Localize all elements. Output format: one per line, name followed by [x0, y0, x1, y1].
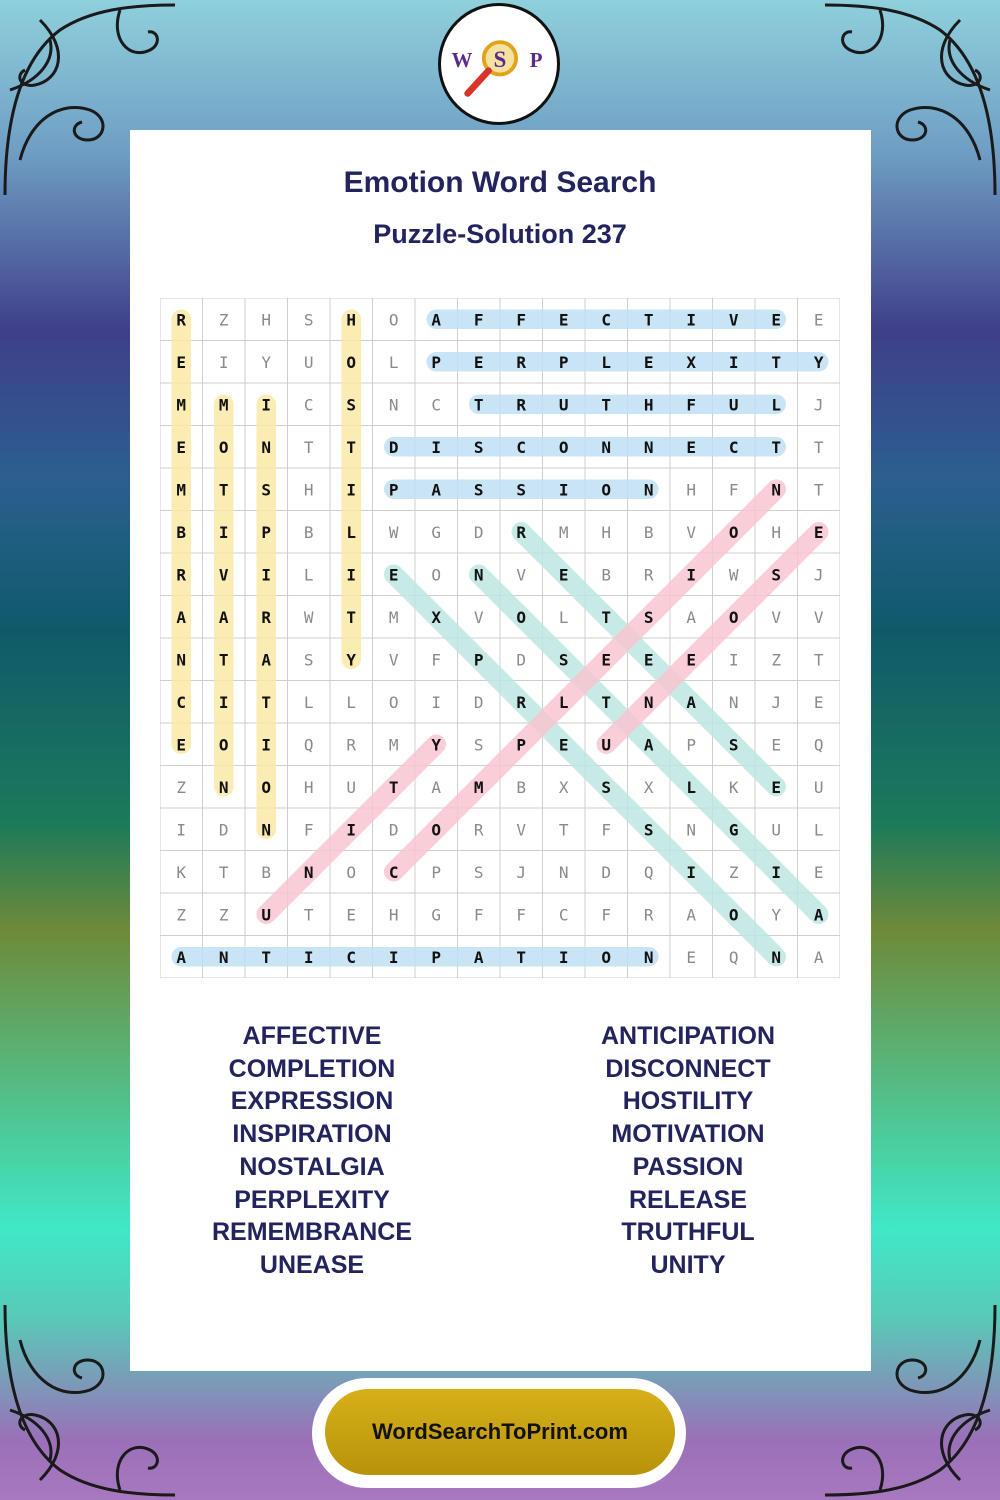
grid-letter[interactable]: F: [303, 820, 314, 840]
grid-letter[interactable]: P: [516, 735, 527, 755]
grid-letter[interactable]: V: [218, 565, 229, 585]
grid-letter[interactable]: N: [176, 650, 187, 670]
grid-letter[interactable]: L: [303, 692, 314, 712]
grid-letter[interactable]: E: [771, 310, 782, 330]
grid-letter[interactable]: E: [176, 352, 187, 372]
grid-letter[interactable]: Q: [813, 735, 824, 755]
grid-letter[interactable]: D: [218, 820, 229, 840]
grid-letter[interactable]: E: [813, 862, 824, 882]
grid-letter[interactable]: E: [771, 777, 782, 797]
grid-letter[interactable]: O: [728, 522, 739, 542]
grid-letter[interactable]: R: [176, 310, 187, 330]
page-title: Emotion Word Search: [343, 166, 657, 199]
grid-letter[interactable]: L: [558, 692, 569, 712]
grid-letter[interactable]: Y: [813, 352, 824, 372]
logo-letter-s: S: [493, 46, 507, 72]
grid-letter[interactable]: A: [261, 650, 272, 670]
grid-letter[interactable]: U: [771, 820, 782, 840]
grid-letter[interactable]: P: [473, 650, 484, 670]
word-list-item: TRUTHFUL: [621, 1218, 755, 1247]
grid-letter[interactable]: O: [218, 437, 229, 457]
grid-letter[interactable]: T: [261, 692, 272, 712]
grid-letter[interactable]: N: [473, 565, 484, 585]
grid-letter[interactable]: Z: [176, 905, 187, 925]
grid-letter[interactable]: J: [771, 692, 782, 712]
grid-letter[interactable]: P: [261, 522, 272, 542]
grid-letter[interactable]: F: [431, 650, 442, 670]
grid-letter[interactable]: J: [813, 565, 824, 585]
grid-letter[interactable]: T: [813, 480, 824, 500]
grid-letter[interactable]: G: [728, 820, 739, 840]
grid-letter[interactable]: O: [601, 480, 612, 500]
grid-letter[interactable]: T: [218, 480, 229, 500]
grid-letter[interactable]: Q: [643, 862, 654, 882]
grid-letter[interactable]: I: [218, 692, 229, 712]
grid-letter[interactable]: N: [261, 820, 272, 840]
grid-letter[interactable]: E: [686, 650, 697, 670]
grid-letter[interactable]: C: [516, 437, 527, 457]
grid-letter[interactable]: E: [176, 437, 187, 457]
grid-letter[interactable]: H: [686, 480, 697, 500]
grid-letter[interactable]: U: [261, 905, 272, 925]
grid-letter[interactable]: M: [388, 735, 399, 755]
grid-letter[interactable]: D: [473, 522, 484, 542]
grid-letter[interactable]: F: [728, 480, 739, 500]
grid-letter[interactable]: P: [686, 735, 697, 755]
grid-letter[interactable]: E: [643, 352, 654, 372]
grid-letter[interactable]: L: [771, 395, 782, 415]
grid-letter[interactable]: I: [728, 352, 739, 372]
grid-letter[interactable]: W: [303, 607, 314, 627]
grid-letter[interactable]: I: [686, 862, 697, 882]
grid-letter[interactable]: L: [346, 692, 357, 712]
grid-letter[interactable]: O: [261, 777, 272, 797]
grid-letter[interactable]: V: [813, 607, 824, 627]
grid-letter[interactable]: V: [388, 650, 399, 670]
grid-letter[interactable]: X: [431, 607, 442, 627]
grid-letter[interactable]: T: [218, 862, 229, 882]
grid-letter[interactable]: F: [686, 395, 697, 415]
grid-letter[interactable]: Z: [176, 777, 187, 797]
grid-letter[interactable]: T: [388, 777, 399, 797]
grid-letter[interactable]: I: [431, 437, 442, 457]
grid-letter[interactable]: H: [388, 905, 399, 925]
grid-letter[interactable]: L: [303, 565, 314, 585]
grid-letter[interactable]: S: [473, 862, 484, 882]
grid-letter[interactable]: F: [473, 310, 484, 330]
grid-letter[interactable]: O: [388, 692, 399, 712]
grid-letter[interactable]: T: [346, 607, 357, 627]
grid-letter[interactable]: N: [643, 947, 654, 967]
grid-letter[interactable]: N: [771, 480, 782, 500]
grid-letter[interactable]: R: [516, 352, 527, 372]
grid-letter[interactable]: S: [261, 480, 272, 500]
grid-letter[interactable]: A: [686, 692, 697, 712]
grid-letter[interactable]: D: [388, 437, 399, 457]
grid-letter[interactable]: T: [261, 947, 272, 967]
grid-letter[interactable]: B: [601, 565, 612, 585]
grid-letter[interactable]: P: [388, 480, 399, 500]
grid-letter[interactable]: E: [473, 352, 484, 372]
grid-letter[interactable]: E: [346, 905, 357, 925]
grid-letter[interactable]: V: [686, 522, 697, 542]
grid-letter[interactable]: I: [218, 352, 229, 372]
word-list-item: INSPIRATION: [232, 1120, 392, 1149]
word-list-item: PERPLEXITY: [234, 1185, 390, 1214]
grid-letter[interactable]: J: [813, 395, 824, 415]
grid-letter[interactable]: E: [686, 437, 697, 457]
grid-letter[interactable]: E: [686, 947, 697, 967]
grid-letter[interactable]: M: [473, 777, 484, 797]
grid-letter[interactable]: V: [728, 310, 739, 330]
grid-letter[interactable]: S: [303, 310, 314, 330]
grid-letter[interactable]: M: [176, 480, 187, 500]
grid-letter[interactable]: L: [686, 777, 697, 797]
grid-letter[interactable]: Y: [431, 735, 442, 755]
grid-letter[interactable]: S: [771, 565, 782, 585]
grid-letter[interactable]: N: [558, 862, 569, 882]
grid-letter[interactable]: R: [473, 820, 484, 840]
grid-letter[interactable]: R: [643, 905, 654, 925]
grid-letter[interactable]: T: [218, 650, 229, 670]
grid-letter[interactable]: Y: [261, 352, 272, 372]
grid-letter[interactable]: E: [813, 310, 824, 330]
grid-letter[interactable]: A: [686, 905, 697, 925]
grid-letter[interactable]: Y: [771, 905, 782, 925]
grid-letter[interactable]: T: [303, 437, 314, 457]
grid-letter[interactable]: V: [516, 565, 527, 585]
grid-letter[interactable]: C: [728, 437, 739, 457]
grid-letter[interactable]: I: [303, 947, 314, 967]
logo-letter-p: P: [529, 47, 543, 72]
grid-letter[interactable]: N: [686, 820, 697, 840]
grid-letter[interactable]: C: [176, 692, 187, 712]
grid-letter[interactable]: S: [728, 735, 739, 755]
word-list-item: RELEASE: [628, 1185, 748, 1214]
grid-letter[interactable]: V: [516, 820, 527, 840]
grid-letter[interactable]: W: [728, 565, 739, 585]
grid-letter[interactable]: N: [601, 437, 612, 457]
grid-letter[interactable]: A: [431, 310, 442, 330]
grid-letter[interactable]: K: [176, 862, 187, 882]
grid-letter[interactable]: H: [261, 310, 272, 330]
grid-letter[interactable]: N: [643, 480, 654, 500]
grid-letter[interactable]: N: [388, 395, 399, 415]
grid-letter[interactable]: P: [431, 862, 442, 882]
grid-letter[interactable]: I: [728, 650, 739, 670]
site-link-button[interactable]: WordSearchToPrint.com: [325, 1389, 675, 1475]
grid-letter[interactable]: Z: [218, 310, 229, 330]
grid-letter[interactable]: O: [728, 905, 739, 925]
grid-letter[interactable]: Q: [303, 735, 314, 755]
grid-letter[interactable]: E: [558, 735, 569, 755]
grid-letter[interactable]: N: [303, 862, 314, 882]
grid-letter[interactable]: N: [218, 777, 229, 797]
grid-letter[interactable]: I: [686, 565, 697, 585]
grid-letter[interactable]: I: [346, 480, 357, 500]
grid-letter[interactable]: I: [388, 947, 399, 967]
grid-letter[interactable]: T: [771, 437, 782, 457]
grid-letter[interactable]: S: [601, 777, 612, 797]
grid-letter[interactable]: H: [643, 395, 654, 415]
grid-letter[interactable]: R: [516, 522, 527, 542]
grid-letter[interactable]: T: [516, 947, 527, 967]
grid-letter[interactable]: F: [601, 905, 612, 925]
grid-letter[interactable]: W: [388, 522, 399, 542]
grid-letter[interactable]: X: [558, 777, 569, 797]
grid-letter[interactable]: C: [346, 947, 357, 967]
grid-letter[interactable]: L: [346, 522, 357, 542]
grid-letter[interactable]: U: [558, 395, 569, 415]
grid-letter[interactable]: U: [813, 777, 824, 797]
grid-letter[interactable]: S: [303, 650, 314, 670]
grid-letter[interactable]: S: [473, 735, 484, 755]
grid-letter[interactable]: U: [601, 735, 612, 755]
grid-letter[interactable]: E: [176, 735, 187, 755]
grid-letter[interactable]: L: [601, 352, 612, 372]
grid-letter[interactable]: O: [346, 352, 357, 372]
grid-letter[interactable]: O: [346, 862, 357, 882]
grid-letter[interactable]: M: [388, 607, 399, 627]
grid-letter[interactable]: O: [558, 437, 569, 457]
grid-letter[interactable]: N: [218, 947, 229, 967]
grid-letter[interactable]: I: [346, 820, 357, 840]
grid-letter[interactable]: N: [728, 692, 739, 712]
word-list-right: [538, 1020, 838, 1282]
word-list-item: PASSION: [632, 1152, 744, 1181]
grid-letter[interactable]: D: [601, 862, 612, 882]
grid-letter[interactable]: S: [558, 650, 569, 670]
grid-letter[interactable]: R: [261, 607, 272, 627]
word-list-item: DISCONNECT: [605, 1054, 771, 1083]
grid-letter[interactable]: C: [558, 905, 569, 925]
grid-letter[interactable]: A: [176, 947, 187, 967]
grid-letter[interactable]: A: [218, 607, 229, 627]
grid-letter[interactable]: I: [346, 565, 357, 585]
grid-letter[interactable]: F: [516, 905, 527, 925]
grid-letter[interactable]: O: [601, 947, 612, 967]
grid-letter[interactable]: T: [601, 692, 612, 712]
grid-letter[interactable]: L: [813, 820, 824, 840]
word-list-item: AFFECTIVE: [242, 1022, 382, 1050]
grid-letter[interactable]: H: [303, 480, 314, 500]
word-list-item: UNEASE: [259, 1250, 365, 1279]
grid-letter[interactable]: S: [643, 607, 654, 627]
grid-letter[interactable]: J: [516, 862, 527, 882]
grid-letter[interactable]: B: [516, 777, 527, 797]
grid-letter[interactable]: G: [431, 905, 442, 925]
grid-letter[interactable]: E: [643, 650, 654, 670]
grid-letter[interactable]: E: [813, 522, 824, 542]
grid-letter[interactable]: A: [473, 947, 484, 967]
grid-letter[interactable]: Z: [728, 862, 739, 882]
grid-letter[interactable]: C: [431, 395, 442, 415]
grid-letter[interactable]: L: [558, 607, 569, 627]
grid-letter[interactable]: A: [431, 777, 442, 797]
grid-letter[interactable]: A: [176, 607, 187, 627]
grid-letter[interactable]: S: [516, 480, 527, 500]
grid-letter[interactable]: E: [771, 735, 782, 755]
grid-letter[interactable]: I: [686, 310, 697, 330]
page-subtitle: Puzzle-Solution 237: [373, 219, 627, 249]
grid-letter[interactable]: B: [261, 862, 272, 882]
grid-letter[interactable]: D: [388, 820, 399, 840]
word-list-item: NOSTALGIA: [239, 1152, 385, 1181]
grid-letter[interactable]: P: [431, 947, 442, 967]
grid-letter[interactable]: F: [473, 905, 484, 925]
grid-letter[interactable]: F: [601, 820, 612, 840]
grid-letter[interactable]: B: [176, 522, 187, 542]
site-logo[interactable]: [438, 3, 560, 125]
grid-letter[interactable]: V: [771, 607, 782, 627]
grid-letter[interactable]: A: [813, 947, 824, 967]
grid-letter[interactable]: H: [303, 777, 314, 797]
grid-letter[interactable]: A: [813, 905, 824, 925]
grid-letter[interactable]: R: [516, 395, 527, 415]
grid-letter[interactable]: O: [431, 820, 442, 840]
grid-letter[interactable]: H: [346, 310, 357, 330]
grid-letter[interactable]: R: [516, 692, 527, 712]
grid-letter[interactable]: S: [643, 820, 654, 840]
word-list-item: UNITY: [650, 1250, 726, 1279]
grid-letter[interactable]: I: [771, 862, 782, 882]
grid-letter[interactable]: S: [473, 480, 484, 500]
grid-letter[interactable]: C: [303, 395, 314, 415]
grid-letter[interactable]: S: [473, 437, 484, 457]
grid-letter[interactable]: H: [771, 522, 782, 542]
grid-letter[interactable]: T: [303, 905, 314, 925]
grid-letter[interactable]: I: [261, 735, 272, 755]
grid-letter[interactable]: Z: [771, 650, 782, 670]
word-list-item: REMEMBRANCE: [212, 1218, 412, 1247]
grid-letter[interactable]: V: [473, 607, 484, 627]
grid-letter[interactable]: N: [643, 437, 654, 457]
grid-letter[interactable]: X: [643, 777, 654, 797]
grid-letter[interactable]: D: [473, 692, 484, 712]
grid-letter[interactable]: T: [473, 395, 484, 415]
grid-letter[interactable]: N: [771, 947, 782, 967]
grid-letter[interactable]: C: [388, 862, 399, 882]
grid-letter[interactable]: O: [516, 607, 527, 627]
word-list-item: COMPLETION: [228, 1054, 396, 1083]
grid-letter[interactable]: O: [728, 607, 739, 627]
grid-letter[interactable]: X: [686, 352, 697, 372]
grid-letter[interactable]: I: [218, 522, 229, 542]
grid-letter[interactable]: T: [558, 820, 569, 840]
grid-letter[interactable]: L: [388, 352, 399, 372]
word-list-item: ANTICIPATION: [600, 1022, 776, 1050]
word-search-grid[interactable]: [160, 298, 840, 978]
grid-letter[interactable]: E: [601, 650, 612, 670]
grid-letter[interactable]: B: [643, 522, 654, 542]
grid-letter[interactable]: I: [261, 395, 272, 415]
grid-letter[interactable]: T: [813, 650, 824, 670]
grid-letter[interactable]: I: [558, 947, 569, 967]
grid-letter[interactable]: E: [558, 310, 569, 330]
grid-letter[interactable]: Y: [346, 650, 357, 670]
word-list-item: EXPRESSION: [230, 1087, 394, 1116]
grid-letter[interactable]: M: [176, 395, 187, 415]
grid-letter[interactable]: O: [431, 565, 442, 585]
grid-letter[interactable]: A: [686, 607, 697, 627]
word-list-item: MOTIVATION: [611, 1120, 765, 1149]
grid-letter[interactable]: U: [728, 395, 739, 415]
grid-letter[interactable]: S: [346, 395, 357, 415]
grid-letter[interactable]: E: [558, 565, 569, 585]
grid-letter[interactable]: A: [643, 735, 654, 755]
grid-letter[interactable]: Z: [218, 905, 229, 925]
logo-letter-w: W: [451, 47, 473, 72]
grid-letter[interactable]: R: [346, 735, 357, 755]
grid-letter[interactable]: T: [346, 437, 357, 457]
grid-letter[interactable]: P: [431, 352, 442, 372]
grid-letter[interactable]: O: [388, 310, 399, 330]
grid-letter[interactable]: K: [728, 777, 739, 797]
grid-letter[interactable]: I: [431, 692, 442, 712]
grid-letter[interactable]: F: [516, 310, 527, 330]
grid-letter[interactable]: M: [218, 395, 229, 415]
grid-letter[interactable]: B: [303, 522, 314, 542]
grid-letter[interactable]: Q: [728, 947, 739, 967]
grid-letter[interactable]: O: [218, 735, 229, 755]
grid-letter[interactable]: E: [813, 692, 824, 712]
grid-letter[interactable]: T: [771, 352, 782, 372]
grid-letter[interactable]: I: [176, 820, 187, 840]
grid-letter[interactable]: U: [346, 777, 357, 797]
grid-letter[interactable]: T: [643, 310, 654, 330]
grid-letter[interactable]: I: [558, 480, 569, 500]
grid-letter[interactable]: D: [516, 650, 527, 670]
grid-letter[interactable]: T: [601, 607, 612, 627]
grid-letter[interactable]: T: [601, 395, 612, 415]
grid-letter[interactable]: R: [176, 565, 187, 585]
grid-letter[interactable]: P: [558, 352, 569, 372]
word-list-left: [162, 1020, 462, 1282]
grid-letter[interactable]: M: [558, 522, 569, 542]
grid-letter[interactable]: I: [261, 565, 272, 585]
grid-letter[interactable]: G: [431, 522, 442, 542]
grid-letter[interactable]: E: [388, 565, 399, 585]
grid-letter[interactable]: C: [601, 310, 612, 330]
grid-letter[interactable]: N: [261, 437, 272, 457]
grid-letter[interactable]: U: [303, 352, 314, 372]
grid-letter[interactable]: A: [431, 480, 442, 500]
word-list-item: HOSTILITY: [622, 1087, 754, 1116]
grid-letter[interactable]: R: [643, 565, 654, 585]
grid-letter[interactable]: N: [643, 692, 654, 712]
grid-letter[interactable]: H: [601, 522, 612, 542]
grid-letter[interactable]: T: [813, 437, 824, 457]
